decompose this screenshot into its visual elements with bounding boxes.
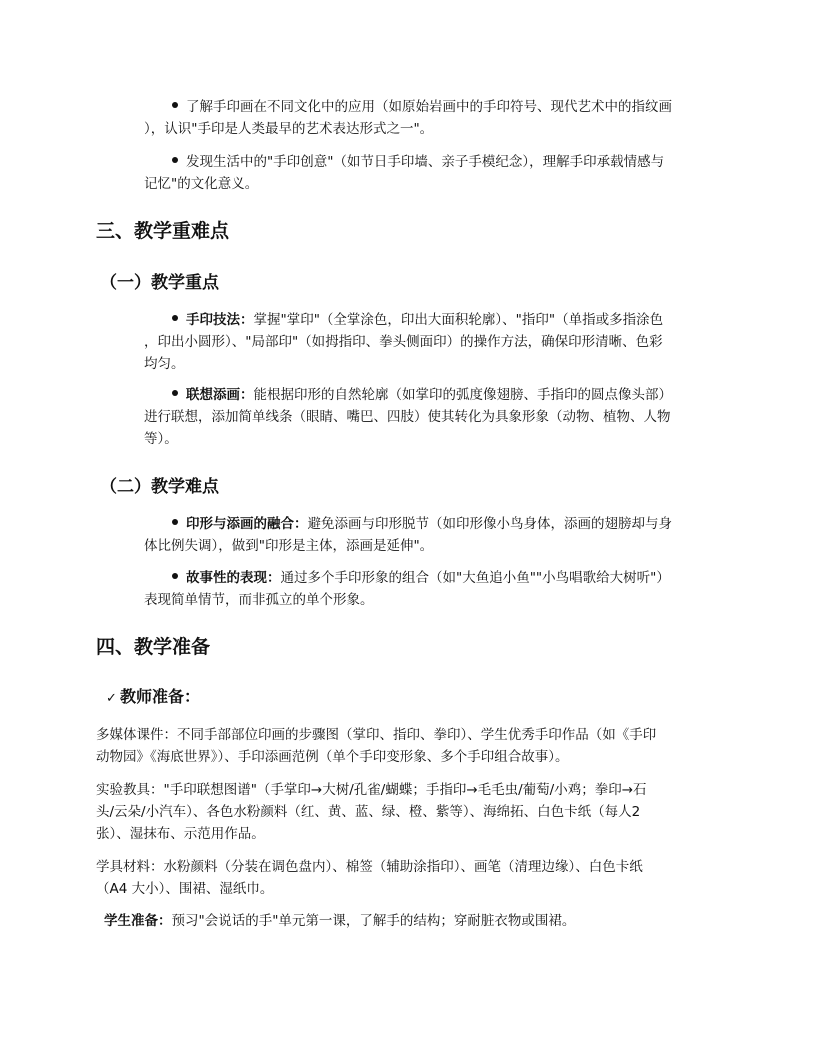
key-point-1-line-3: 均匀。 (144, 356, 185, 372)
section-4-heading: 四、教学准备 (96, 636, 211, 658)
difficulty-1-line-2: 体比例失调），做到"印形是主体，添画是延伸"。 (144, 538, 434, 554)
difficulty-2-line-2: 表现简单情节，而非孤立的单个形象。 (144, 592, 374, 608)
bullet-icon (172, 102, 178, 108)
section-3-sub-1-heading: （一）教学重点 (100, 273, 219, 293)
key-point-2-line-3: 等）。 (144, 431, 178, 447)
checkmark-icon: ✓ (106, 691, 117, 706)
bullet-icon (172, 519, 178, 525)
prep-tools-line-1: 实验教具："手印联想图谱"（手掌印→大树/孔雀/蝴蝶；手指印→毛毛虫/葡萄/小鸡；拳印→石 (96, 782, 647, 798)
student-prep-text: 预习"会说话的手"单元第一课，了解手的结构；穿耐脏衣物或围裙。 (171, 913, 576, 929)
teacher-prep-heading: ✓ 教师准备： (106, 685, 200, 711)
bullet-icon (172, 573, 178, 579)
student-prep-label: 学生准备： (104, 913, 172, 929)
bullet-icon (172, 157, 178, 163)
prep-materials-line-1: 学具材料：水粉颜料（分装在调色盘内）、棉签（辅助涂指印）、画笔（清理边缘）、白色卡纸 (96, 859, 643, 875)
difficulty-1-line-1: 印形与添画的融合：避免添画与印形脱节（如印形像小鸟身体，添画的翅膀却与身 (172, 513, 672, 535)
prep-tools-line-2: 头/云朵/小汽车）、各色水粉颜料（红、黄、蓝、绿、橙、紫等）、海绵拓、白色卡纸（每人2 (96, 804, 641, 820)
goal-item-1-line-2: ），认识"手印是人类最早的艺术表达形式之一"。 (144, 121, 434, 137)
prep-materials-line-2: （A4 大小）、围裙、湿纸巾。 (96, 881, 274, 897)
key-point-1-line-1: 手印技法：掌握"掌印"（全掌涂色，印出大面积轮廓）、"指印"（单指或多指涂色 (172, 309, 663, 331)
goal-item-1-line-1: 了解手印画在不同文化中的应用（如原始岩画中的手印符号、现代艺术中的指纹画 (172, 96, 672, 118)
bullet-icon (172, 315, 178, 321)
key-point-1-line-2: ，印出小圆形）、"局部印"（如拇指印、拳头侧面印）的操作方法，确保印形清晰、色彩 (144, 334, 663, 350)
difficulty-2-line-1: 故事性的表现：通过多个手印形象的组合（如"大鱼追小鱼""小鸟唱歌给大树听"） (172, 567, 670, 589)
goal-item-2-line-1: 发现生活中的"手印创意"（如节日手印墙、亲子手模纪念），理解手印承载情感与 (172, 151, 664, 173)
section-3-heading: 三、教学重难点 (96, 220, 230, 242)
prep-multimedia-line-2: 动物园》《海底世界》）、手印添画范例（单个手印变形象、多个手印组合故事）。 (96, 749, 569, 765)
key-point-2-line-2: 进行联想，添加简单线条（眼睛、嘴巴、四肢）使其转化为具象形象（动物、植物、人物 (144, 409, 671, 425)
section-3-sub-2-heading: （二）教学难点 (100, 477, 219, 497)
prep-multimedia-line-1: 多媒体课件：不同手部部位印画的步骤图（掌印、指印、拳印）、学生优秀手印作品（如《手印 (96, 727, 657, 743)
key-point-2-line-1: 联想添画：能根据印形的自然轮廓（如掌印的弧度像翅膀、手指印的圆点像头部） (172, 384, 672, 406)
bullet-icon (172, 390, 178, 396)
student-prep-line (104, 910, 575, 932)
prep-tools-line-3: 张）、湿抹布、示范用作品。 (96, 826, 265, 842)
goal-item-2-line-2: 记忆"的文化意义。 (144, 176, 259, 192)
